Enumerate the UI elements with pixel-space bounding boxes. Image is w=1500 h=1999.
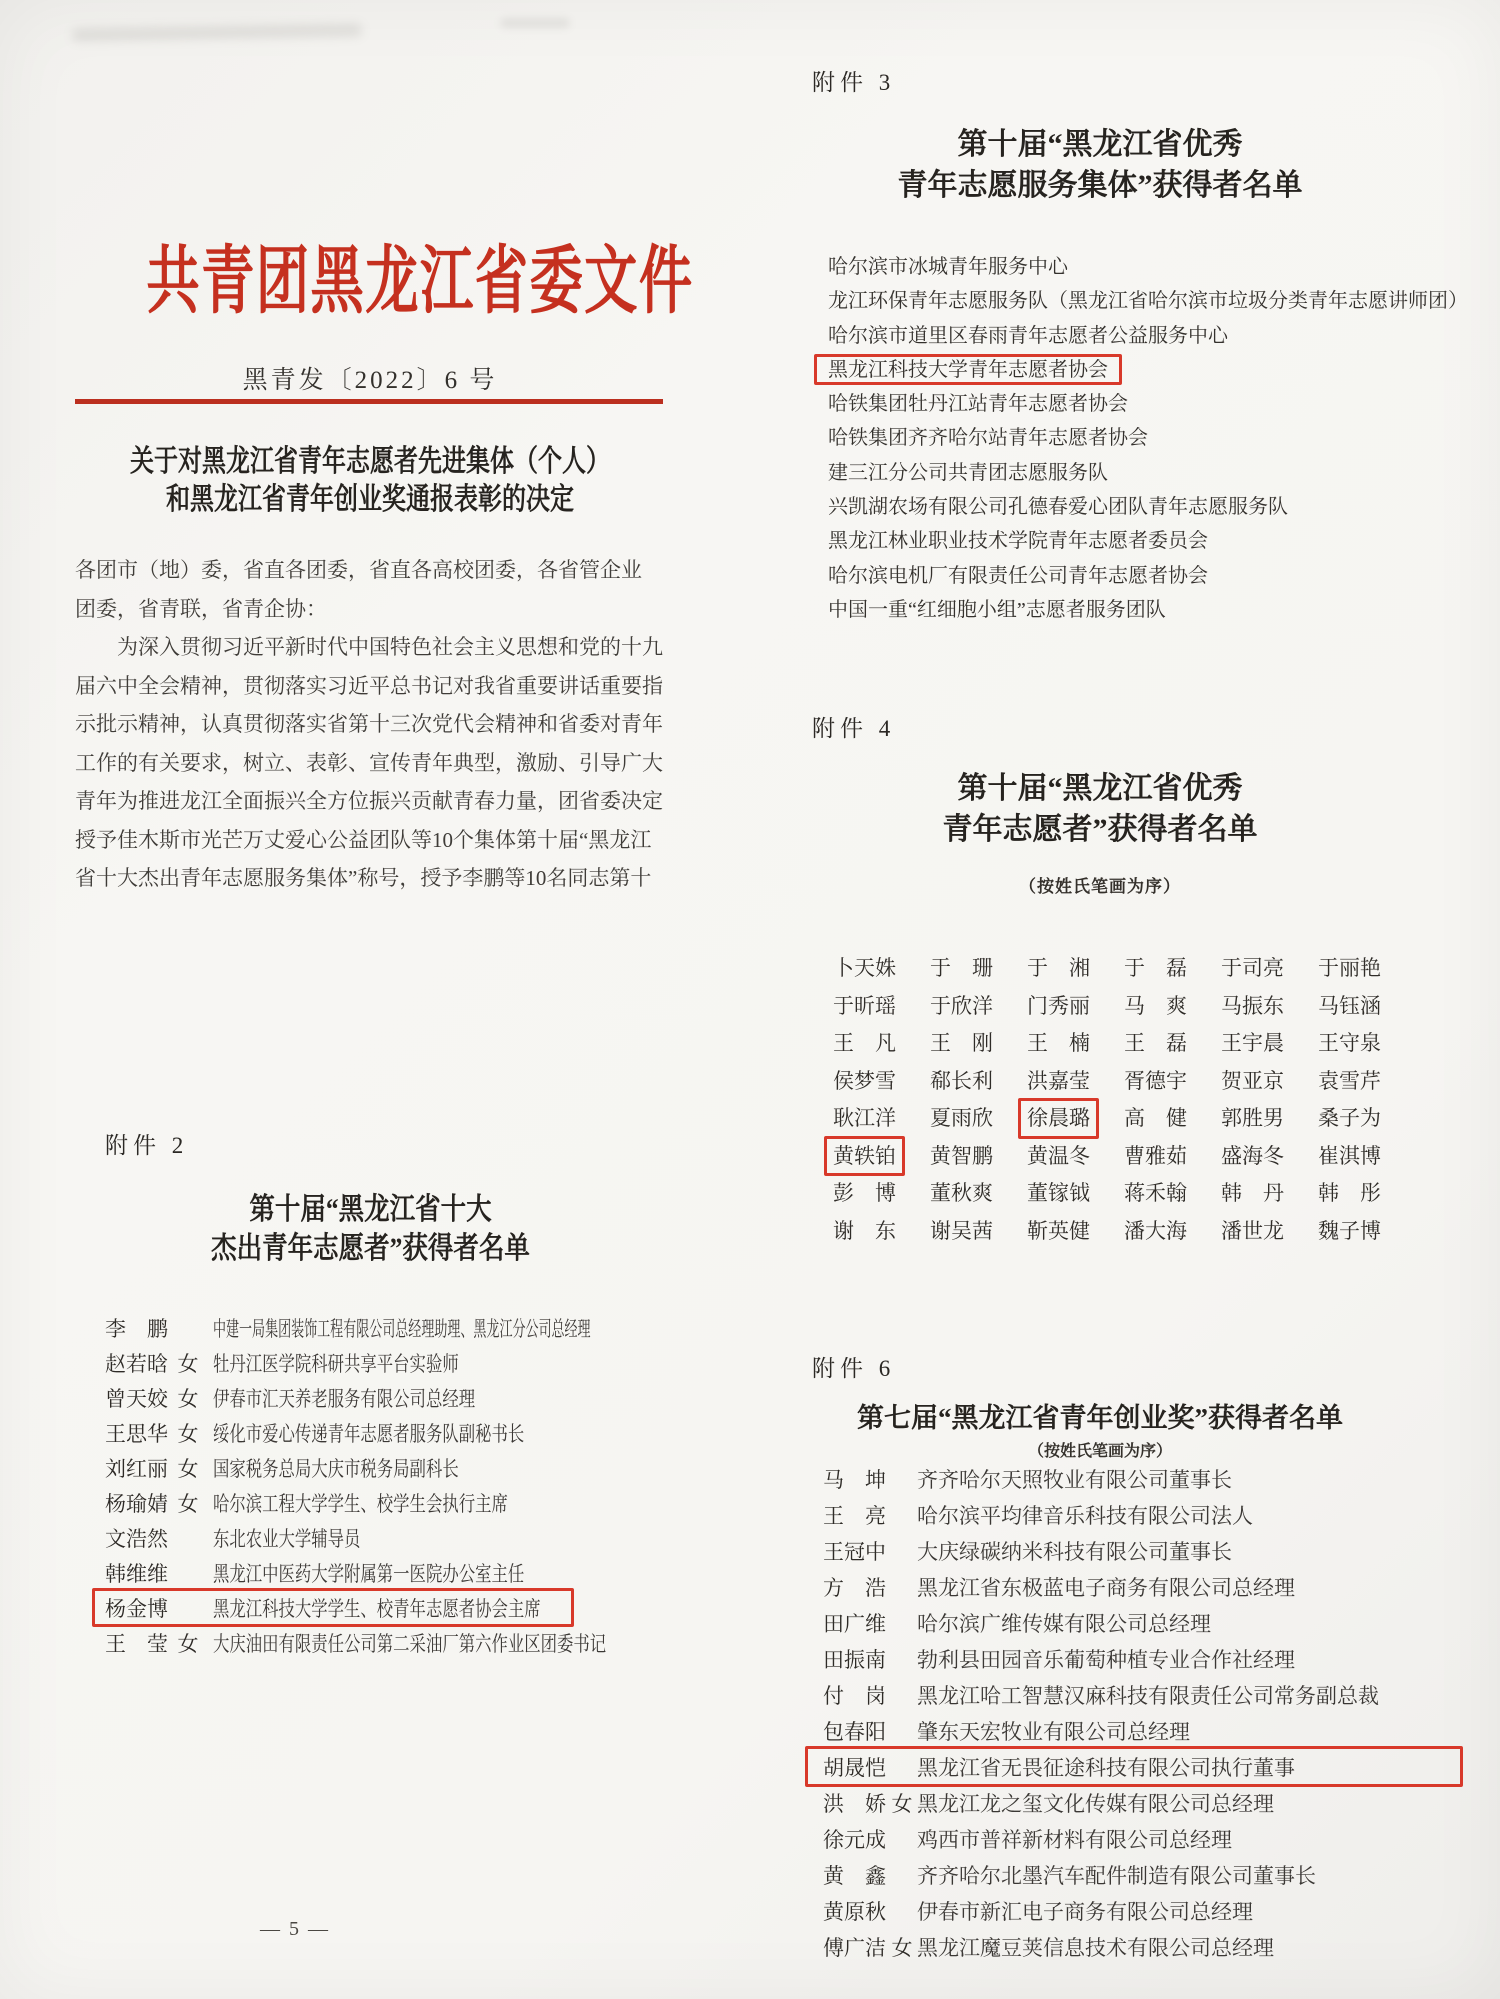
awardee-name: 李 鹏 (105, 1317, 168, 1341)
awardee-name: 马振东 (1221, 993, 1284, 1018)
list-item: 建三江分公司共青团志愿服务队 (828, 461, 1108, 484)
awardee-name: 董镓钺 (1027, 1181, 1090, 1205)
document-title (40, 443, 700, 519)
annex4-subtitle: （按姓氏笔画为序） (1019, 877, 1181, 896)
awardee-name: 高 健 (1124, 1106, 1187, 1130)
list-item (105, 1312, 680, 1347)
awardee-name: 曹雅茹 (1124, 1143, 1187, 1168)
awardee-name: 洪 娇 (823, 1792, 886, 1816)
annex3-title-line1: 第十届“黑龙江省优秀 (957, 128, 1243, 161)
awardee-name: 王思华 (105, 1422, 168, 1446)
awardee-name: 杨瑜婧 (105, 1492, 168, 1516)
list-item: 哈尔滨市冰城青年服务中心 (828, 256, 1068, 278)
body-line: 届六中全会精神，贯彻落实习近平总书记对我省重要讲话重要指 (75, 673, 663, 698)
awardee-name-highlighted: 黄轶铂 (833, 1138, 896, 1176)
annex2-title (40, 1190, 700, 1268)
list-item: 哈铁集团齐齐哈尔站青年志愿者协会 (828, 427, 1148, 450)
list-item (823, 1858, 1483, 1894)
awardee-name: 卜天姝 (833, 956, 896, 980)
list-item (105, 1452, 680, 1487)
awardee-gender: 女 (891, 1936, 913, 1960)
list-item (823, 1894, 1483, 1930)
awardee-name-highlighted: 徐晨璐 (1027, 1100, 1090, 1138)
awardee-name: 于 磊 (1124, 956, 1187, 980)
awardee-name: 董秋爽 (930, 1181, 993, 1205)
awardee-description: 中建一局集团装饰工程有限公司总经理助理、黑龙江分公司总经理 (213, 1317, 591, 1341)
annex4-label: 附件 4 (812, 716, 896, 741)
annex6-subtitle: （按姓氏笔画为序） (1027, 1443, 1172, 1460)
page-number: — 5 — (260, 1918, 330, 1940)
awardee-name: 王冠中 (823, 1540, 886, 1564)
list-item: 兴凯湖农场有限公司孔德春爱心团队青年志愿服务队 (828, 496, 1288, 519)
annex3-label: 附件 3 (812, 70, 896, 95)
document-body (75, 551, 675, 898)
awardee-name: 马钰涵 (1318, 993, 1381, 1018)
red-divider-rule (75, 399, 663, 404)
body-line: 工作的有关要求，树立、表彰、宣传青年典型，激励、引导广大 (75, 750, 663, 775)
awardee-name: 于欣洋 (930, 993, 993, 1018)
awardee-name: 郭胜男 (1221, 1106, 1284, 1130)
list-item (105, 1347, 680, 1382)
annex6-label: 附件 6 (812, 1356, 896, 1381)
list-item (823, 1822, 1483, 1858)
list-item: 哈尔滨电机厂有限责任公司青年志愿者协会 (828, 564, 1208, 587)
awardee-name: 谢吴茜 (930, 1218, 993, 1243)
awardee-name: 潘大海 (1124, 1218, 1187, 1243)
list-item (823, 1606, 1483, 1642)
annex4-title-line1: 第十届“黑龙江省优秀 (957, 772, 1243, 805)
awardee-name: 王宇晨 (1221, 1031, 1284, 1055)
document-title-line2: 和黑龙江省青年创业奖通报表彰的决定 (166, 483, 574, 516)
document-header-title: 共青团黑龙江省委文件 (146, 241, 694, 323)
list-item (105, 1557, 680, 1592)
list-item-highlighted (105, 1592, 680, 1627)
awardee-name: 黄智鹏 (930, 1143, 993, 1168)
awardee-name: 付 岗 (823, 1684, 886, 1708)
awardee-name: 洪嘉莹 (1027, 1068, 1090, 1093)
awardee-name: 田广维 (823, 1612, 886, 1636)
list-item (105, 1522, 680, 1557)
awardee-name: 黄温冬 (1027, 1143, 1090, 1168)
body-line: 省十大杰出青年志愿服务集体”称号，授予李鹏等10名同志第十 (75, 866, 652, 890)
awardee-name: 袁雪芹 (1318, 1068, 1381, 1093)
list-item (105, 1382, 680, 1417)
scan-artifact (72, 23, 362, 41)
awardee-name: 贺亚京 (1221, 1068, 1284, 1093)
awardee-name: 郗长利 (930, 1068, 993, 1093)
awardee-name: 王 楠 (1027, 1031, 1090, 1055)
list-item (823, 1534, 1483, 1570)
awardee-name: 傅广洁 (823, 1936, 886, 1960)
awardee-description: 哈尔滨工程大学学生、校学生会执行主席 (213, 1492, 508, 1516)
awardee-name: 文浩然 (105, 1527, 168, 1551)
awardee-name: 于昕瑶 (833, 993, 896, 1018)
awardee-description: 黑龙江哈工智慧汉麻科技有限责任公司常务副总裁 (917, 1684, 1379, 1708)
list-item (823, 1930, 1483, 1966)
awardee-description: 哈尔滨平均律音乐科技有限公司法人 (917, 1504, 1253, 1528)
list-item (823, 1642, 1483, 1678)
annex2-label: 附件 2 (105, 1133, 189, 1158)
awardee-gender: 女 (177, 1457, 199, 1481)
awardee-name: 蒋禾翰 (1124, 1181, 1187, 1205)
awardee-name: 门秀丽 (1027, 993, 1090, 1018)
annex4-title (760, 768, 1440, 850)
body-line: 团委，省青联，省青企协： (75, 596, 327, 621)
awardee-description: 鸡西市普祥新材料有限公司总经理 (917, 1828, 1232, 1852)
awardee-description: 黑龙江魔豆荚信息技术有限公司总经理 (917, 1936, 1274, 1960)
body-line: 各团市（地）委，省直各团委，省直各高校团委，各省管企业 (75, 558, 642, 582)
awardee-description: 牡丹江医学院科研共享平台实验师 (213, 1352, 459, 1376)
annex6-title: 第七届“黑龙江省青年创业奖”获得者名单 (857, 1403, 1343, 1433)
awardee-name: 于 珊 (930, 956, 993, 980)
awardee-description: 齐齐哈尔北墨汽车配件制造有限公司董事长 (917, 1864, 1316, 1888)
scan-artifact (500, 18, 570, 28)
awardee-name: 黄原秋 (823, 1900, 886, 1924)
awardee-gender: 女 (177, 1632, 199, 1656)
annex2-title-line2: 杰出青年志愿者”获得者名单 (210, 1232, 530, 1265)
awardee-description: 齐齐哈尔天照牧业有限公司董事长 (917, 1468, 1232, 1492)
document-title-line1: 关于对黑龙江省青年志愿者先进集体（个人） (130, 445, 610, 478)
awardee-name: 于 湘 (1027, 956, 1090, 980)
awardee-name: 曾天姣 (105, 1387, 168, 1411)
awardee-name: 于司亮 (1221, 956, 1284, 980)
awardee-name: 韩 丹 (1221, 1181, 1284, 1205)
awardee-description: 绥化市爱心传递青年志愿者服务队副秘书长 (213, 1422, 525, 1446)
list-item: 龙江环保青年志愿服务队（黑龙江省哈尔滨市垃圾分类青年志愿讲师团） (828, 290, 1468, 313)
list-item (823, 1678, 1483, 1714)
body-line: 示批示精神，认真贯彻落实省第十三次党代会精神和省委对青年 (75, 712, 663, 736)
list-item: 黑龙江林业职业技术学院青年志愿者委员会 (828, 530, 1208, 553)
awardee-description: 伊春市新汇电子商务有限公司总经理 (917, 1900, 1253, 1924)
awardee-name: 田振南 (823, 1648, 886, 1672)
annex4-name-grid (833, 950, 1415, 1250)
awardee-gender: 女 (177, 1352, 199, 1376)
annex2-awardee-list (105, 1312, 680, 1662)
awardee-name: 王守泉 (1318, 1031, 1381, 1055)
awardee-description: 大庆绿碳纳米科技有限公司董事长 (917, 1540, 1232, 1564)
list-item (105, 1487, 680, 1522)
awardee-name: 刘红丽 (105, 1457, 168, 1481)
awardee-name: 韩 彤 (1318, 1181, 1381, 1205)
awardee-name: 侯梦雪 (833, 1068, 896, 1093)
awardee-description: 肇东天宏牧业有限公司总经理 (917, 1720, 1190, 1744)
awardee-name: 赵若晗 (105, 1352, 168, 1376)
annex3-collective-list (828, 250, 1478, 627)
list-item (823, 1462, 1483, 1498)
list-item (823, 1714, 1483, 1750)
awardee-name: 魏子博 (1318, 1218, 1381, 1243)
awardee-description: 勃利县田园音乐葡萄种植专业合作社经理 (917, 1648, 1295, 1672)
awardee-description: 大庆油田有限责任公司第二采油厂第六作业区团委书记 (213, 1632, 607, 1656)
list-item (105, 1417, 680, 1452)
list-item (823, 1498, 1483, 1534)
awardee-name: 方 浩 (823, 1576, 886, 1600)
awardee-description: 黑龙江龙之玺文化传媒有限公司总经理 (917, 1792, 1274, 1816)
awardee-description: 黑龙江中医药大学附属第一医院办公室主任 (213, 1562, 525, 1586)
awardee-gender: 女 (177, 1422, 199, 1446)
awardee-gender: 女 (177, 1387, 199, 1411)
awardee-name: 耿江洋 (833, 1106, 896, 1130)
awardee-name: 谢 东 (833, 1218, 896, 1243)
awardee-name: 崔淇博 (1318, 1143, 1381, 1168)
annex3-title-line2: 青年志愿服务集体”获得者名单 (897, 169, 1303, 202)
document-number: 黑青发〔2022〕6 号 (242, 367, 498, 394)
awardee-name: 桑子为 (1318, 1106, 1381, 1130)
list-item (105, 1627, 680, 1662)
awardee-name: 徐元成 (823, 1828, 886, 1852)
awardee-name: 王 亮 (823, 1504, 886, 1528)
annex6-awardee-list (823, 1462, 1483, 1966)
awardee-gender: 女 (891, 1792, 913, 1816)
annex4-title-line2: 青年志愿者”获得者名单 (942, 813, 1258, 846)
awardee-name: 彭 博 (833, 1181, 896, 1205)
awardee-name: 夏雨欣 (930, 1106, 993, 1130)
awardee-name: 韩维维 (105, 1562, 168, 1586)
list-item: 哈铁集团牡丹江站青年志愿者协会 (828, 393, 1128, 416)
awardee-description: 黑龙江科技大学学生、校青年志愿者协会主席 (213, 1597, 541, 1621)
body-line: 青年为推进龙江全面振兴全方位振兴贡献青春力量，团省委决定 (75, 789, 663, 813)
awardee-name: 胡晟恺 (823, 1756, 886, 1780)
awardee-name: 王 莹 (105, 1632, 168, 1656)
list-item (823, 1786, 1483, 1822)
body-line: 为深入贯彻习近平新时代中国特色社会主义思想和党的十九 (75, 635, 663, 659)
awardee-gender: 女 (177, 1492, 199, 1516)
awardee-name: 马 爽 (1124, 993, 1187, 1018)
awardee-description: 东北农业大学辅导员 (213, 1527, 361, 1551)
awardee-name: 潘世龙 (1221, 1218, 1284, 1243)
awardee-description: 黑龙江省东极蓝电子商务有限公司总经理 (917, 1576, 1295, 1600)
awardee-description: 哈尔滨广维传媒有限公司总经理 (917, 1612, 1211, 1636)
list-item: 哈尔滨市道里区春雨青年志愿者公益服务中心 (828, 324, 1228, 347)
awardee-name: 杨金博 (105, 1597, 168, 1621)
awardee-description: 伊春市汇天养老服务有限公司总经理 (213, 1387, 476, 1411)
annex2-title-line1: 第十届“黑龙江省十大 (248, 1193, 492, 1226)
awardee-name: 包春阳 (823, 1720, 886, 1744)
awardee-description: 黑龙江省无畏征途科技有限公司执行董事 (917, 1756, 1295, 1780)
awardee-name: 王 磊 (1124, 1031, 1187, 1055)
awardee-name: 胥德宇 (1124, 1068, 1187, 1093)
list-item (823, 1570, 1483, 1606)
annex3-title (760, 124, 1440, 206)
body-line: 授予佳木斯市光芒万丈爱心公益团队等10个集体第十届“黑龙江 (75, 827, 652, 852)
awardee-name: 靳英健 (1027, 1218, 1090, 1243)
list-item: 中国一重“红细胞小组”志愿者服务团队 (828, 598, 1166, 621)
awardee-name: 盛海冬 (1221, 1143, 1284, 1168)
list-item-highlighted: 黑龙江科技大学青年志愿者协会 (828, 358, 1108, 381)
awardee-name: 王 刚 (930, 1031, 993, 1055)
awardee-name: 于丽艳 (1318, 956, 1381, 980)
list-item-highlighted (823, 1750, 1483, 1786)
awardee-name: 黄 鑫 (823, 1864, 886, 1888)
awardee-name: 王 凡 (833, 1031, 896, 1055)
awardee-name: 马 坤 (823, 1468, 886, 1492)
awardee-description: 国家税务总局大庆市税务局副科长 (213, 1457, 459, 1481)
